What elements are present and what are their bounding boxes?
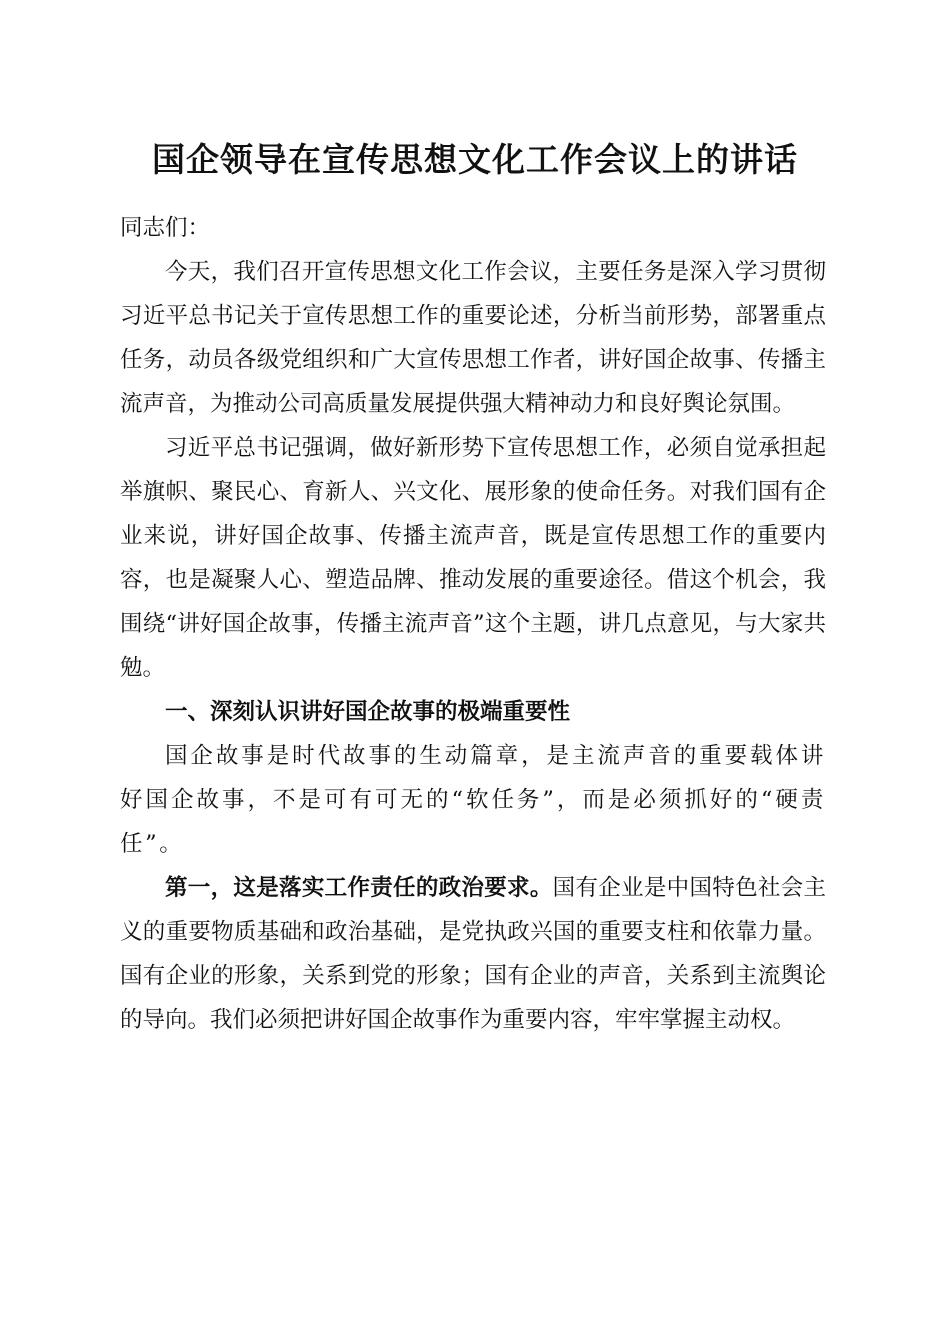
paragraph-opening: 今天，我们召开宣传思想文化工作会议，主要任务是深入学习贯彻习近平总书记关于宣传思想工作的重要论述，分析当前形势，部署重点任务，动员各级党组织和广大宣传思想工作者，讲好国企故事、传播主流声音，为推动公司高质量发展提供强大精神动力和良好舆论氛围。	[120, 259, 826, 417]
document-title: 国企领导在宣传思想文化工作会议上的讲话	[152, 140, 798, 179]
point-one-text: 国有企业是中国特色社会主义的重要物质基础和政治基础，是党执政兴国的重要支柱和依靠力量。国有企业的形象，关系到党的形象；国有企业的声音，关系到主流舆论的导向。我们必须把讲好国企故事作为重要内容，牢牢掌握主动权。	[120, 875, 826, 1033]
salutation: 同志们：	[120, 215, 211, 241]
paragraph-theme: 习近平总书记强调，做好新形势下宣传思想工作，必须自觉承担起举旗帜、聚民心、育新人、兴文化、展形象的使命任务。对我们国有企业来说，讲好国企故事、传播主流声音，既是宣传思想工作的重要内容，也是凝聚人心、塑造品牌、推动发展的重要途径。借这个机会，我围绕“讲好国企故事，传播主流声音”这个主题，讲几点意见，与大家共勉。	[120, 435, 826, 681]
point-one-lead: 第一，这是落实工作责任的政治要求。	[165, 875, 553, 901]
point-one-paragraph	[120, 866, 826, 1042]
section-intro: 国企故事是时代故事的生动篇章，是主流声音的重要载体讲好国企故事，不是可有可无的“软任务”，而是必须抓好的“硬责任”。	[120, 743, 826, 857]
section-heading: 一、深刻认识讲好国企故事的极端重要性	[165, 699, 571, 725]
document-body	[120, 206, 826, 1042]
